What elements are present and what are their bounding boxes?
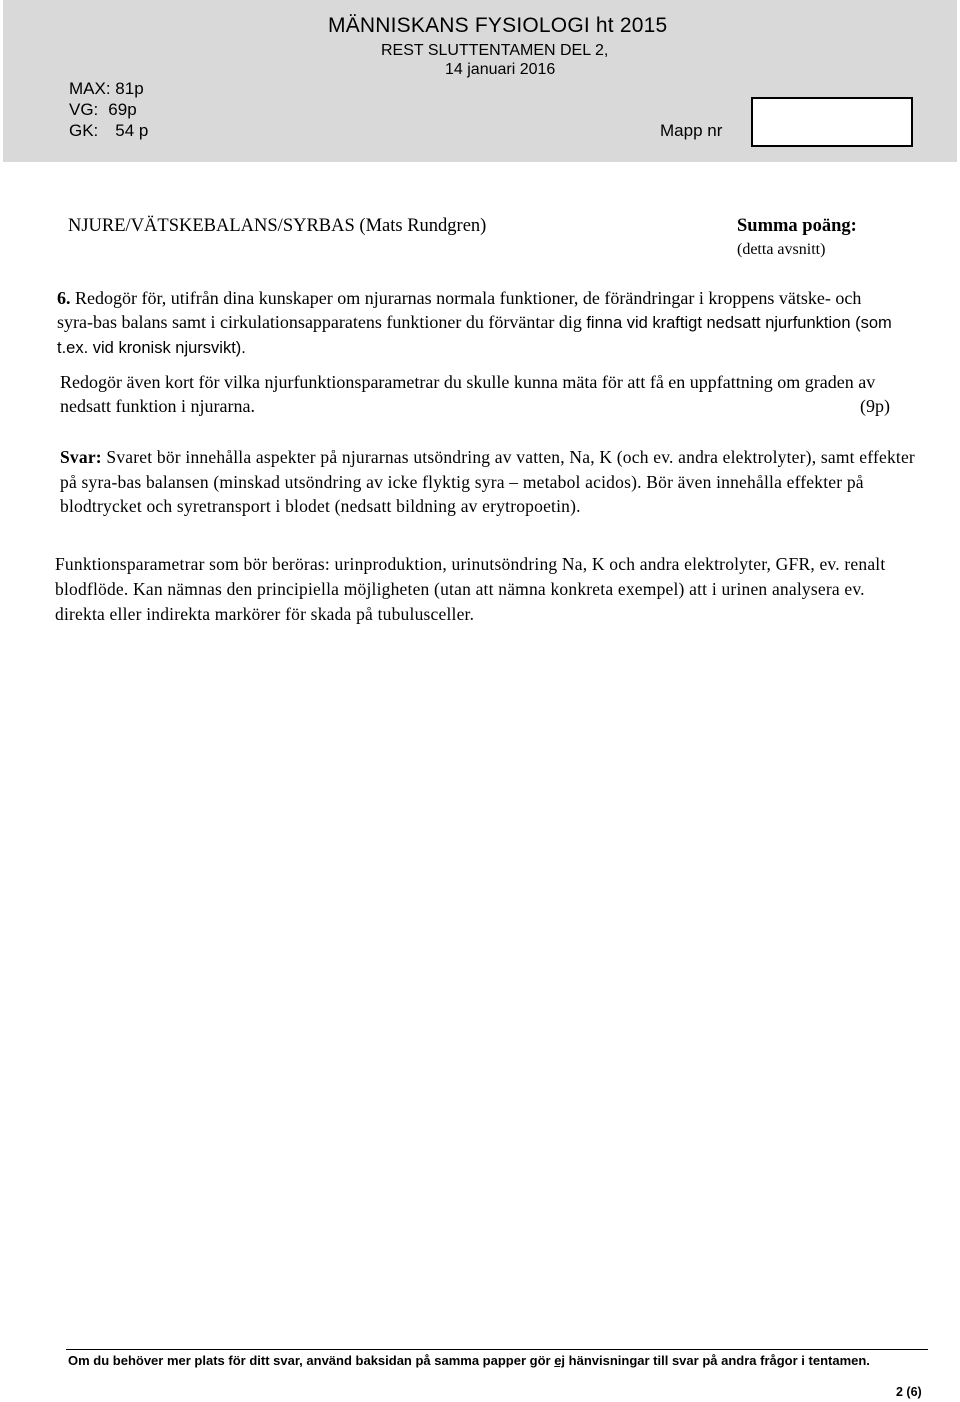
answer-block — [60, 445, 925, 519]
page-number: 2 (6) — [896, 1385, 922, 1399]
section-title: NJURE/VÄTSKEBALANS/SYRBAS (Mats Rundgren) — [68, 216, 487, 236]
footer-text-after: hänvisningar till svar på andra frågor i tentamen. — [565, 1353, 870, 1368]
course-title: MÄNNISKANS FYSIOLOGI ht 2015 — [328, 14, 668, 37]
footer-note — [68, 1352, 928, 1370]
vg-points — [69, 100, 137, 120]
exam-date: 14 januari 2016 — [445, 61, 556, 78]
question-body-sans: finna vid kraftigt nedsatt njurfunktion (som t.ex. vid kronisk njursvikt). — [57, 314, 892, 357]
exam-subtitle: REST SLUTTENTAMEN DEL 2, — [381, 42, 609, 59]
exam-header — [3, 0, 957, 162]
question-number: 6. — [57, 288, 71, 308]
summa-note: (detta avsnitt) — [737, 241, 826, 258]
footer-divider — [66, 1349, 928, 1350]
question-body: Redogör för, utifrån dina kunskaper om njurarnas normala funktioner, de förändringar i kroppens vätske- och syra-bas balans samt i cirkulationsapparatens funktioner du förväntar dig — [57, 288, 862, 332]
answer-label: Svar: — [60, 447, 102, 467]
question-part2 — [60, 370, 890, 418]
summa-label: Summa poäng: — [737, 216, 857, 236]
answer-text: Svaret bör innehålla aspekter på njurarnas utsöndring av vatten, Na, K (och ev. andra elektrolyter), samt effekter på syra-bas balansen (minskad utsöndring av icke flyktig syra – metabol acidos). Bör även innehålla effekter på blodtrycket och syretransport i blodet (nedsatt bildning av erytropoetin). — [60, 447, 915, 516]
footer-text-before: Om du behöver mer plats för ditt svar, använd baksidan på samma papper gör — [68, 1353, 555, 1368]
max-points: MAX: 81p — [69, 79, 144, 98]
question-part2-text: Redogör även kort för vilka njurfunktionsparametrar du skulle kunna mäta för att få en uppfattning om graden av nedsatt funktion i njurarna. — [60, 372, 876, 416]
footer-underlined: ej — [554, 1353, 566, 1368]
mapp-number-box[interactable] — [751, 97, 913, 147]
answer-params: Funktionsparametrar som bör beröras: urinproduktion, urinutsöndring Na, K och andra elektrolyter, GFR, ev. renalt blodflöde. Kan nämnas den principiella möjligheten (utan att nämna konkreta exempel) att i urinen analysera ev. direkta eller indirekta markörer för skada på tubulusceller. — [55, 554, 886, 624]
question-text — [57, 286, 897, 360]
gk-value: 54 p — [115, 121, 149, 140]
gk-points — [69, 121, 148, 141]
gk-label: GK: — [69, 121, 99, 140]
vg-label: VG: — [69, 100, 99, 119]
vg-value: 69p — [108, 100, 137, 119]
mapp-label: Mapp nr — [660, 121, 723, 140]
question-points: (9p) — [860, 396, 890, 416]
